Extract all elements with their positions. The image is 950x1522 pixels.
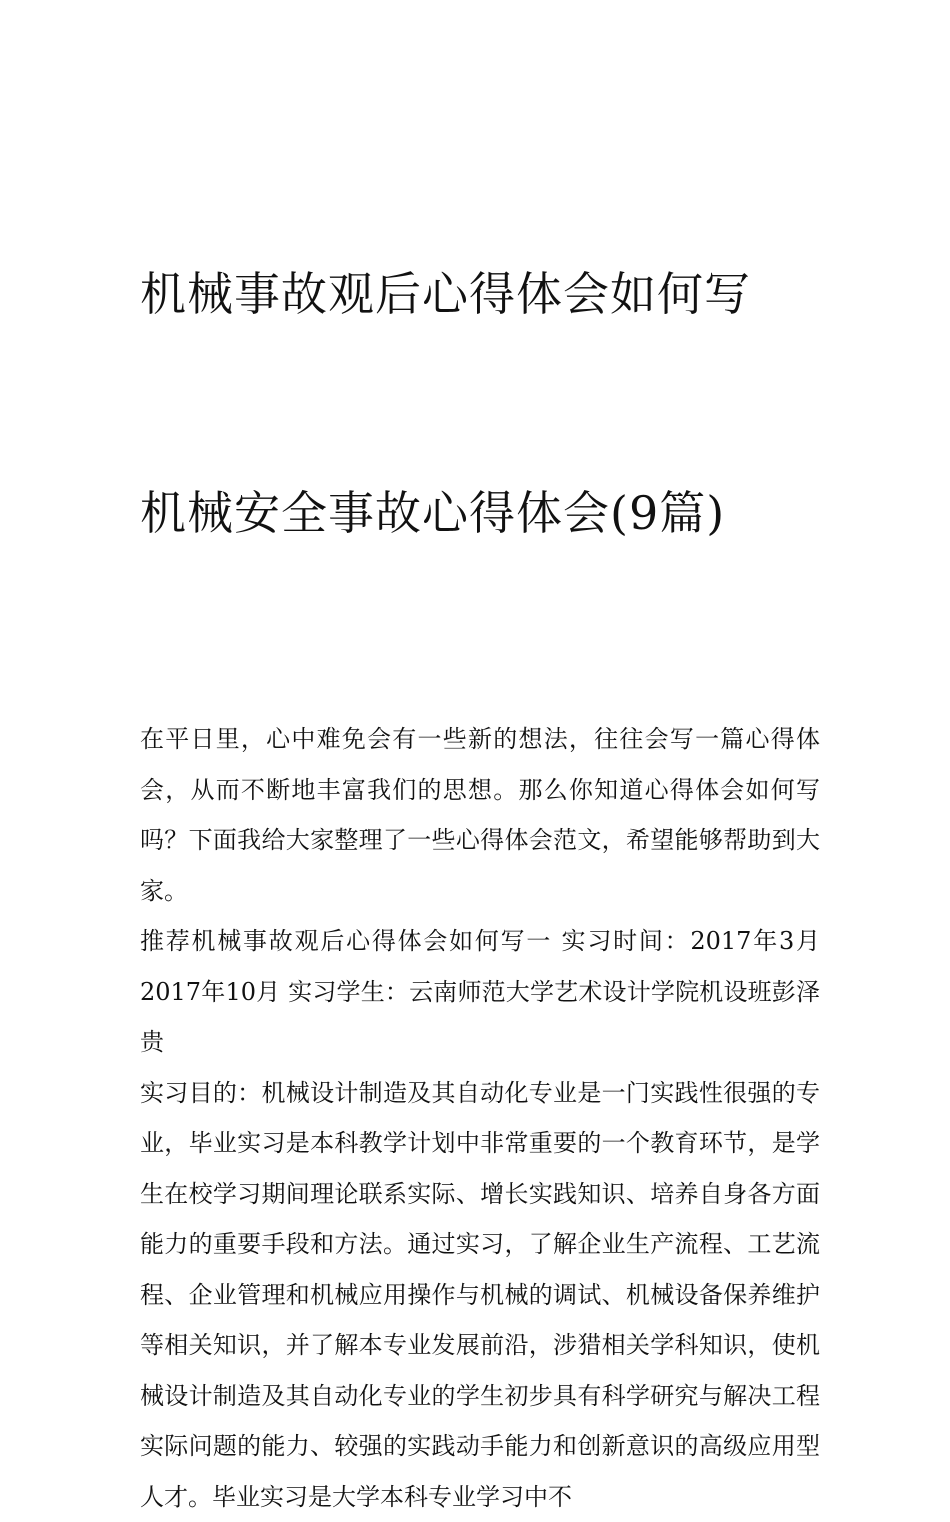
internship-purpose-paragraph: 实习目的：机械设计制造及其自动化专业是一门实践性很强的专业，毕业实习是本科教学计划中非常重要的一个教育环节，是学生在校学习期间理论联系实际、增长实践知识、培养自身各方面能力的重要手段和方法。通过实习，了解企业生产流程、工艺流程、企业管理和机械应用操作与机械的调试、机械设备保养维护等相关知识，并了解本专业发展前沿，涉猎相关学科知识，使机械设计制造及其自动化专业的学生初步具有科学研究与解决工程实际问题的能力、较强的实践动手能力和创新意识的高级应用型人才。毕业实习是大学本科专业学习中不 [140, 1068, 820, 1522]
title-line-2: 机械安全事故心得体会(9篇) [140, 477, 820, 550]
internship-info-paragraph: 推荐机械事故观后心得体会如何写一 实习时间：2017年3月 2017年10月 实习学生：云南师范大学艺术设计学院机设班彭泽贵 [140, 916, 820, 1068]
intro-paragraph: 在平日里，心中难免会有一些新的想法，往往会写一篇心得体会，从而不断地丰富我们的思想。那么你知道心得体会如何写吗？下面我给大家整理了一些心得体会范文，希望能够帮助到大家。 [140, 714, 820, 916]
document-title [140, 112, 820, 696]
title-line-1: 机械事故观后心得体会如何写 [140, 258, 820, 331]
